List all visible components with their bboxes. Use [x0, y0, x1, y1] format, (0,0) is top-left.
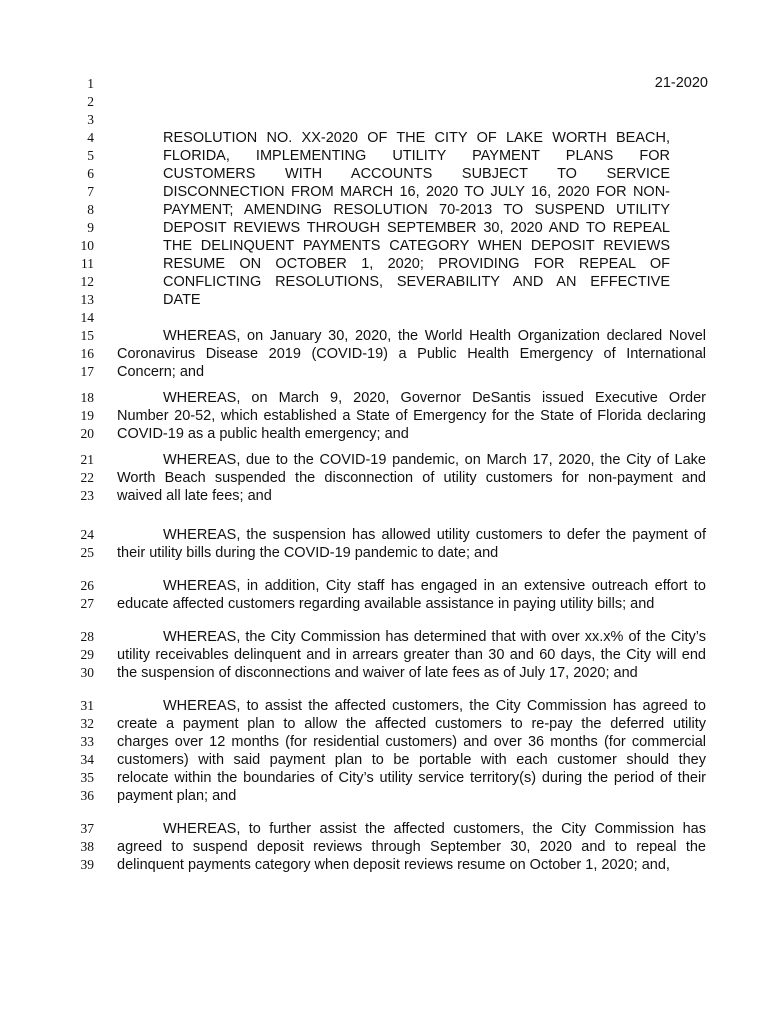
body-line: WHEREAS, the suspension has allowed utility customers to defer the payment of [163, 527, 706, 543]
line-number: 38 [80, 839, 94, 854]
line-number: 7 [87, 184, 94, 199]
body-line: agreed to suspend deposit reviews through September 30, 2020 and to repeal the [117, 839, 706, 855]
title-line: RESOLUTION NO. XX-2020 OF THE CITY OF LAKE WORTH BEACH, [163, 130, 670, 146]
line-number: 10 [80, 238, 94, 253]
line-number: 5 [87, 148, 94, 163]
line-number: 2 [87, 94, 94, 109]
body-line: WHEREAS, to assist the affected customers, the City Commission has agreed to [163, 698, 706, 714]
title-line: THE DELINQUENT PAYMENTS CATEGORY WHEN DEPOSIT REVIEWS [163, 238, 670, 254]
line-number: 12 [80, 274, 94, 289]
line-number: 6 [87, 166, 94, 181]
body-line: charges over 12 months (for residential customers) and over 36 months (for commercial [117, 734, 706, 750]
title-line: DATE [163, 292, 201, 308]
line-number: 17 [80, 364, 94, 379]
body-line: customers) with said payment plan to be portable with each customer should they [117, 752, 706, 768]
body-line: Coronavirus Disease 2019 (COVID-19) a Public Health Emergency of International [117, 346, 706, 362]
body-line: WHEREAS, in addition, City staff has engaged in an extensive outreach effort to [163, 578, 706, 594]
body-line: Number 20-52, which established a State of Emergency for the State of Florida declaring [117, 408, 706, 424]
body-line: COVID-19 as a public health emergency; and [117, 426, 409, 442]
body-line: relocate within the boundaries of City’s utility service territory(s) during the period of their [117, 770, 706, 786]
body-line: create a payment plan to allow the affected customers to re-pay the deferred utility [117, 716, 706, 732]
line-number: 11 [81, 256, 94, 271]
line-number: 39 [80, 857, 94, 872]
line-number: 24 [80, 527, 94, 542]
body-line: educate affected customers regarding available assistance in paying utility bills; and [117, 596, 655, 612]
line-number: 21 [80, 452, 94, 467]
title-line: CUSTOMERS WITH ACCOUNTS SUBJECT TO SERVICE [163, 166, 670, 182]
line-number: 22 [80, 470, 94, 485]
body-line: WHEREAS, the City Commission has determined that with over xx.x% of the City’s [163, 629, 706, 645]
line-number: 8 [87, 202, 94, 217]
body-line: Worth Beach suspended the disconnection of utility customers for non-payment and [117, 470, 706, 486]
body-line: WHEREAS, on March 9, 2020, Governor DeSantis issued Executive Order [163, 390, 706, 406]
line-number: 16 [80, 346, 94, 361]
title-line: RESUME ON OCTOBER 1, 2020; PROVIDING FOR REPEAL OF [163, 256, 670, 272]
body-line: their utility bills during the COVID-19 pandemic to date; and [117, 545, 499, 561]
body-line: WHEREAS, to further assist the affected customers, the City Commission has [163, 821, 706, 837]
document-number: 21-2020 [654, 75, 708, 91]
line-number: 3 [87, 112, 94, 127]
line-number: 14 [80, 310, 94, 325]
line-number: 33 [80, 734, 94, 749]
body-line: the suspension of disconnections and waiver of late fees as of July 17, 2020; and [117, 665, 638, 681]
line-number: 13 [80, 292, 94, 307]
line-number: 30 [80, 665, 94, 680]
line-number: 25 [80, 545, 94, 560]
body-line: WHEREAS, on January 30, 2020, the World Health Organization declared Novel [163, 328, 706, 344]
line-number: 9 [87, 220, 94, 235]
line-number: 27 [80, 596, 94, 611]
line-number: 37 [80, 821, 94, 836]
title-line: FLORIDA, IMPLEMENTING UTILITY PAYMENT PLANS FOR [163, 148, 670, 164]
title-line: PAYMENT; AMENDING RESOLUTION 70-2013 TO SUSPEND UTILITY [163, 202, 670, 218]
body-line: payment plan; and [117, 788, 237, 804]
body-line: utility receivables delinquent and in arrears greater than 30 and 60 days, the City will end [117, 647, 706, 663]
line-number: 31 [80, 698, 94, 713]
title-line: CONFLICTING RESOLUTIONS, SEVERABILITY AND AN EFFECTIVE [163, 274, 670, 290]
body-line: delinquent payments category when deposit reviews resume on October 1, 2020; and, [117, 857, 670, 873]
line-number: 23 [80, 488, 94, 503]
title-line: DEPOSIT REVIEWS THROUGH SEPTEMBER 30, 2020 AND TO REPEAL [163, 220, 670, 236]
line-number: 20 [80, 426, 94, 441]
line-number: 4 [87, 130, 94, 145]
line-number: 1 [87, 76, 94, 91]
line-number: 35 [80, 770, 94, 785]
body-line: WHEREAS, due to the COVID-19 pandemic, on March 17, 2020, the City of Lake [163, 452, 706, 468]
line-number: 18 [80, 390, 94, 405]
body-line: waived all late fees; and [117, 488, 272, 504]
line-number: 19 [80, 408, 94, 423]
line-number: 28 [80, 629, 94, 644]
line-number: 34 [80, 752, 94, 767]
line-number: 32 [80, 716, 94, 731]
line-number: 36 [80, 788, 94, 803]
line-number: 26 [80, 578, 94, 593]
title-line: DISCONNECTION FROM MARCH 16, 2020 TO JULY 16, 2020 FOR NON- [163, 184, 670, 200]
body-line: Concern; and [117, 364, 205, 380]
line-number: 29 [80, 647, 94, 662]
line-number: 15 [80, 328, 94, 343]
